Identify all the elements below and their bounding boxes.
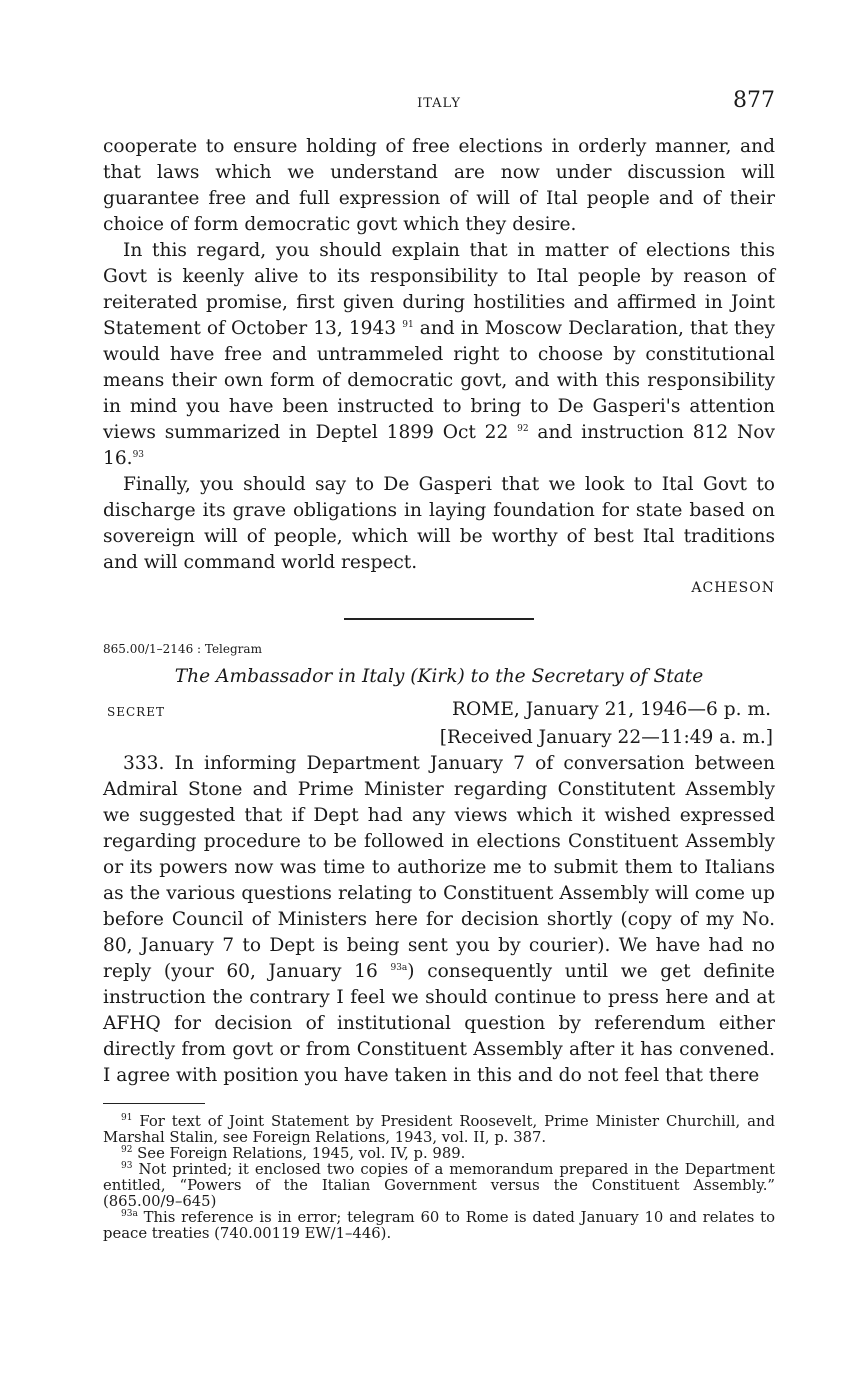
document-title: The Ambassador in Italy (Kirk) to the Secretary of State (174, 666, 704, 687)
footnote-divider (103, 1103, 205, 1104)
footnote-mark: 93 (121, 1161, 133, 1172)
page-number: 877 (733, 88, 775, 113)
classification-label: SECRET (107, 705, 165, 719)
telegram-body (103, 751, 775, 1089)
paragraph-text: and instruction 812 Nov 16. (103, 422, 775, 469)
signature: ACHESON (691, 580, 775, 596)
footnote-ref-92: 92 (517, 423, 529, 434)
footnote-ref-93: 93 (132, 449, 145, 460)
footnote-text: For text of Joint Statement by President Roosevelt, Prime Minister Churchill, and Marshal Stalin, see Foreign Relations, 1943, vol. II, p. 387. (103, 1113, 775, 1146)
footnote (103, 1210, 775, 1242)
running-head: ITALY (417, 96, 461, 111)
footnote-text: See Foreign Relations, 1945, vol. IV, p. 989. (137, 1145, 466, 1162)
closing-paragraph: Finally, you should say to De Gasperi that we look to Ital Govt to discharge its grave obligations in laying foundation for state based on sovereign will of people, which will be worthy of best Ital traditions and will command world respect. (103, 474, 775, 573)
file-reference: 865.00/1–2146 : Telegram (103, 642, 262, 656)
footnote (103, 1162, 775, 1210)
footnote (103, 1146, 775, 1162)
footnote-text: Not printed; it enclosed two copies of a memorandum prepared in the Department entitled, “Powers of the Italian Government versus the Constituent Assembly.” (865.00/9–645) (103, 1161, 775, 1210)
paragraph-text: In this regard, you should explain that in matter of elections this Govt is keenly alive to its responsibility to Ital people by reason of reiterated promise, first given during hostilities and affirmed in Joint Statement of October 13, 1943 (103, 240, 775, 339)
footnote-ref-93a: 93a (390, 962, 408, 973)
paragraph-text: ) consequently until we get definite instruction the contrary I feel we should continue to press here and at AFHQ for decision of institutional question by referendum either directly from govt or from Constituent Assembly after it has convened. I agree with position you have taken in this and do not feel that there (103, 961, 775, 1086)
footnote-mark: 93a (121, 1209, 138, 1220)
footnote (103, 1114, 775, 1146)
footnote-mark: 92 (121, 1145, 133, 1156)
dateline-row (103, 699, 775, 725)
document-page (103, 88, 775, 1242)
footnote-mark: 91 (121, 1113, 133, 1124)
page-header (103, 88, 775, 118)
received-line: [Received January 22—11:49 a. m.] (439, 727, 773, 748)
dateline: ROME, January 21, 1946—6 p. m. (452, 699, 771, 720)
footnote-ref-91: 91 (402, 319, 414, 330)
paragraph-text: and in Moscow Declaration, that they would have free and untrammeled right to choose by constitutional means their own form of democratic govt, and with this responsibility in mind you have been instructed to bring to De Gasperi's attention views summarized in Deptel 1899 Oct 22 (103, 318, 775, 443)
footnotes (103, 1114, 775, 1242)
continuation-paragraph: cooperate to ensure holding of free elections in orderly manner, and that laws which we understand are now under discussion will guarantee free and full expression of will of Ital people and of their choice of form democratic govt which they desire. (103, 136, 775, 235)
election-responsibility-paragraph (103, 238, 775, 472)
paragraph-text: 333. In informing Department January 7 of conversation between Admiral Stone and Prime Minister regarding Constitutent Assembly we suggested that if Dept had any views which it wished expressed regarding procedure to be followed in elections Constituent Assembly or its powers now was time to authorize me to submit them to Italians as the various questions relating to Constituent Assembly will come up before Council of Ministers here for decision shortly (copy of my No. 80, January 7 to Dept is being sent you by courier). We have had no reply (your 60, January 16 (103, 753, 775, 982)
footnote-text: This reference is in error; telegram 60 to Rome is dated January 10 and relates to peace treaties (740.00119 EW/1–446). (103, 1209, 775, 1242)
section-divider (344, 618, 534, 620)
